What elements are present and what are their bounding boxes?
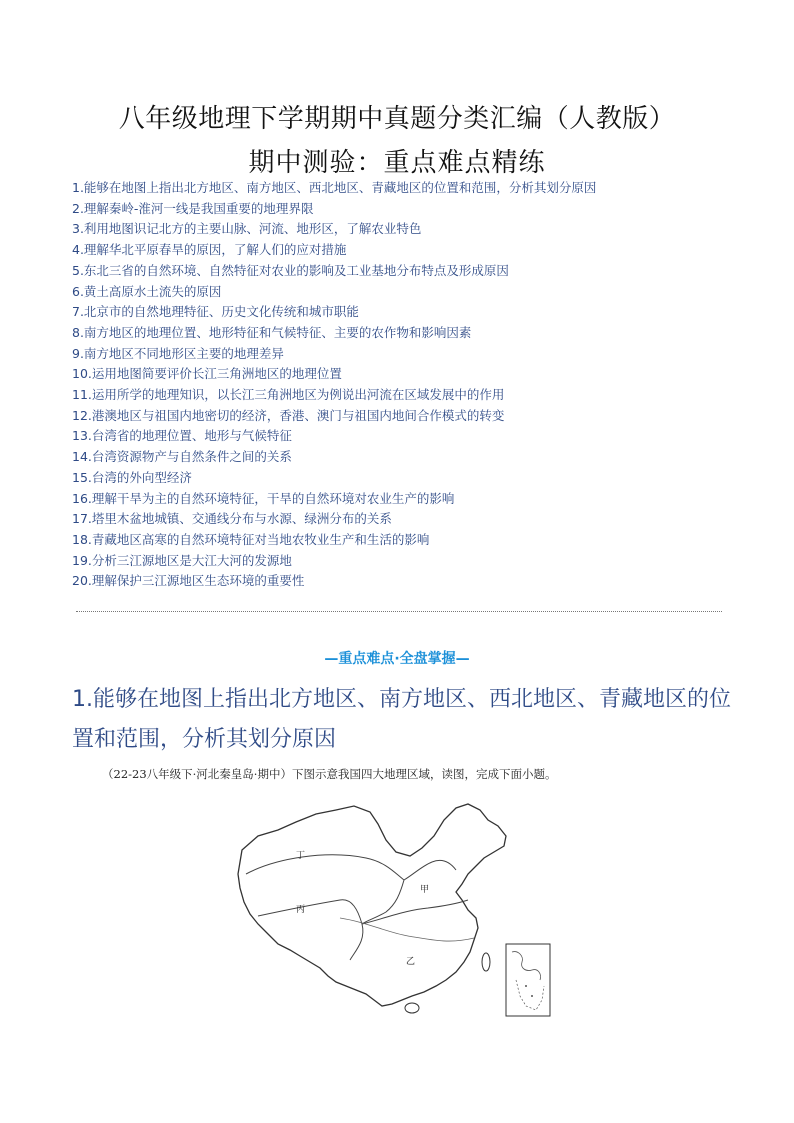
key-point-item: 4.理解华北平原春旱的原因，了解人们的应对措施 [72,242,347,258]
region-label-bing: 丙 [296,905,306,915]
china-map-svg [236,800,566,1025]
region-label-ding: 丁 [296,851,306,861]
key-point-item: 19.分析三江源地区是大江大河的发源地 [72,552,292,568]
key-point-item: 12.港澳地区与祖国内地密切的经济，香港、澳门与祖国内地间合作模式的转变 [72,407,505,423]
document-subtitle: 期中测验：重点难点精练 [248,148,546,178]
inset-island-dot [525,985,527,987]
yangtze-river [340,918,474,941]
key-point-item: 15.台湾的外向型经济 [72,469,192,485]
taiwan-island [482,953,490,971]
key-point-item: 14.台湾资源物产与自然条件之间的关系 [72,449,292,465]
boundary-north-south-west [362,880,404,924]
hainan-island [405,1003,419,1013]
question-text: （22-23八年级下·河北秦皇岛·期中）下图示意我国四大地理区域，读图，完成下面小题。 [102,767,557,781]
key-point-item: 10.运用地图简要评价长江三角洲地区的地理位置 [72,366,342,382]
key-point-item: 3.利用地图识记北方的主要山脉、河流、地形区，了解农业特色 [72,221,422,237]
key-point-item: 1.能够在地图上指出北方地区、南方地区、西北地区、青藏地区的位置和范围，分析其划分原因 [72,180,597,195]
key-point-item: 6.黄土高原水土流失的原因 [72,283,222,299]
key-point-item: 18.青藏地区高寒的自然环境特征对当地农牧业生产和生活的影响 [72,531,430,547]
inset-island-dot [531,995,533,997]
boundary-northwest-north [246,855,456,880]
boundary-qinling-huaihe [362,900,468,924]
key-point-item: 17.塔里木盆地城镇、交通线分布与水源、绿洲分布的关系 [72,511,392,527]
key-point-item: 2.理解秦岭-淮河一线是我国重要的地理界限 [72,200,314,216]
inset-coastline [512,952,541,980]
key-point-item: 13.台湾省的地理位置、地形与气候特征 [72,428,292,444]
china-outline [238,804,506,1006]
key-point-item: 11.运用所学的地理知识，以长江三角洲地区为例说出河流在区域发展中的作用 [72,387,505,403]
section-tag: —重点难点·全盘掌握— [324,651,470,667]
key-point-item: 8.南方地区的地理位置、地形特征和气候特征、主要的农作物和影响因素 [72,324,472,340]
south-china-sea-inset [506,944,550,1016]
key-point-item: 7.北京市的自然地理特征、历史文化传统和城市职能 [72,304,359,320]
dotted-divider [76,611,722,612]
inset-dashed-line [516,980,544,1010]
key-point-item: 5.东北三省的自然环境、自然特征对农业的影响及工业基地分布特点及形成原因 [72,262,509,278]
boundary-qinghai-tibet [258,900,363,960]
key-points-list [72,178,732,592]
key-point-item: 16.理解干旱为主的自然环境特征，干旱的自然环境对农业生产的影响 [72,490,455,506]
document-title: 八年级地理下学期期中真题分类汇编（人教版） [118,104,676,134]
region-label-yi: 乙 [406,957,416,967]
china-regions-map [236,800,566,1025]
region-label-jia: 甲 [420,885,430,895]
section-heading: 1.能够在地图上指出北方地区、南方地区、西北地区、青藏地区的位置和范围，分析其划分原因 [72,687,731,752]
key-point-item: 9.南方地区不同地形区主要的地理差异 [72,345,284,361]
key-point-item: 20.理解保护三江源地区生态环境的重要性 [72,573,305,589]
